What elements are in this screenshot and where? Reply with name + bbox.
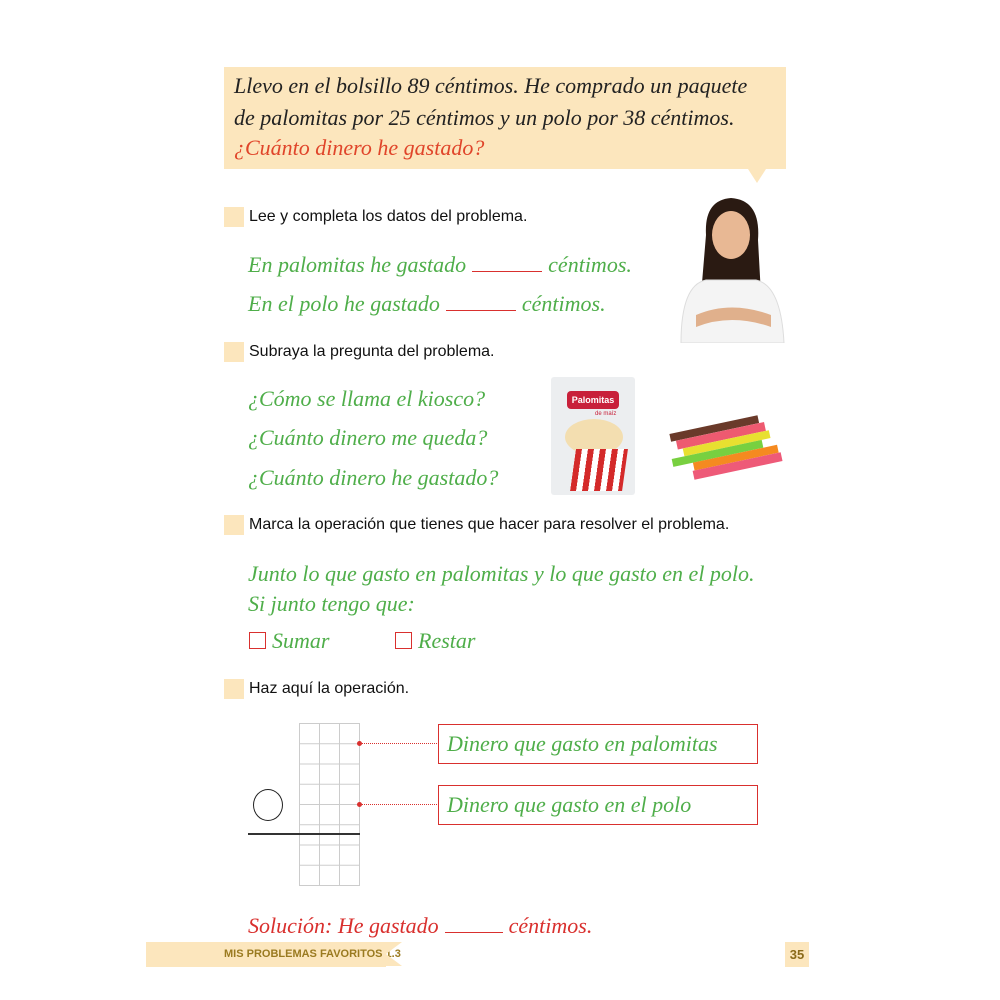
answer-blank[interactable] [446,310,516,311]
section-bullet [224,342,244,362]
sumar-label: Sumar [272,628,330,653]
girl-photo [676,195,786,343]
popcorn-subtitle: de maíz [595,411,617,417]
section-bullet [224,679,244,699]
text: céntimos. [521,291,606,316]
answer-blank[interactable] [472,271,542,272]
restar-label: Restar [418,628,476,653]
problem-line-1: Llevo en el bolsillo 89 céntimos. He comprado un paquete [234,73,748,98]
section-1-line-2 [248,291,606,317]
section-3-line-1: Junto lo que gasto en palomitas y lo que gasto en el polo. [248,561,755,586]
restar-checkbox[interactable] [395,632,412,649]
section-1-line-1 [248,252,632,278]
footer-title: MIS PROBLEMAS FAVORITOS 1.3 [224,948,401,960]
solution-blank[interactable] [445,932,503,933]
problem-statement-box [224,67,786,169]
section-3-line-2: Si junto tengo que: [248,591,415,616]
section-1-heading: Lee y completa los datos del problema. [249,208,528,225]
section-bullet [224,515,244,535]
popcorn-brand: Palomitas [567,391,619,409]
jelly-sticks-image [668,400,788,490]
speech-bubble-tail [748,169,766,183]
label-palomitas: Dinero que gasto en palomitas [447,731,718,756]
sum-line [248,833,360,835]
connector-line [362,804,439,805]
operation-grid[interactable] [299,723,360,886]
section-3-heading: Marca la operación que tienes que hacer para resolver el problema. [249,516,730,533]
label-box-palomitas [438,724,758,764]
question-option-1[interactable]: ¿Cómo se llama el kiosco? [248,386,486,411]
section-bullet [224,207,244,227]
solution-line [248,913,592,939]
operator-circle[interactable] [253,789,283,821]
text: En palomitas he gastado [248,252,467,277]
sumar-checkbox[interactable] [249,632,266,649]
problem-line-2: de palomitas por 25 céntimos y un polo por 38 céntimos. [234,105,735,130]
problem-question: ¿Cuánto dinero he gastado? [234,135,485,160]
text: Solución: He gastado [248,913,439,938]
popcorn-box-stripes [570,449,628,491]
connector-line [362,743,439,744]
footer-band [146,942,401,967]
question-option-3[interactable]: ¿Cuánto dinero he gastado? [248,465,499,490]
text: céntimos. [548,252,632,277]
text: céntimos. [508,913,593,938]
label-polo: Dinero que gasto en el polo [447,792,692,817]
question-option-2[interactable]: ¿Cuánto dinero me queda? [248,425,488,450]
page-number: 35 [785,942,809,967]
section-2-heading: Subraya la pregunta del problema. [249,343,495,360]
label-box-polo [438,785,758,825]
section-4-heading: Haz aquí la operación. [249,680,410,697]
text: En el polo he gastado [248,291,440,316]
popcorn-bag-image [551,377,635,495]
footer-arrow [386,942,402,966]
